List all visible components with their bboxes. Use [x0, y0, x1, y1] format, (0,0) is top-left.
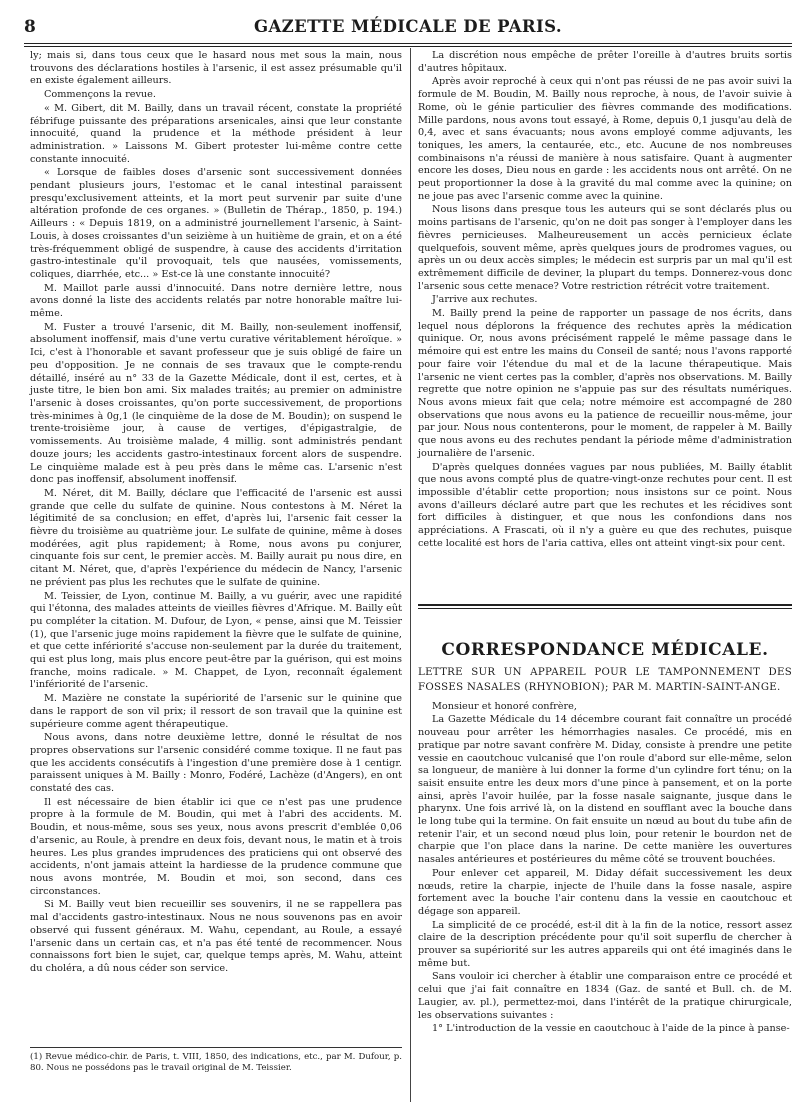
paragraph: Après avoir reproché à ceux qui n'ont pas réussi de ne pas avoir suivi la formule de M. Boudin, M. Bailly nous reproche, à nous, de l'avoir suivie à Rome, où le génie particulier des fièvres commande des modifications. Mille pardons, nous avons tout essayé, à Rome, depuis 0,1 jusqu'au delà de 0,4, avec et sans évacuants; nous avons employé comme adjuvants, les toniques, les amers, la centaurée, etc., etc. Aucune de nos nombreuses combinaisons n'a réussi de manière à nous satisfaire. Quant à augmenter encore les doses, Dieu nous en garde : les accidents nous ont arrêté. On ne peut proportionner la dose à la gravité du mal comme avec la quinine; on ne joue pas avec l'arsenic comme avec la quinine. — [418, 76, 792, 202]
footnote: (1) Revue médico-chir. de Paris, t. VIII, 1850, des indications, etc., par M. Dufour, p. 80. Nous ne possédons pas le travail original de M. Teissier. — [30, 1052, 402, 1073]
paragraph: M. Fuster a trouvé l'arsenic, dit M. Bailly, non-seulement inoffensif, absolument inoffensif, mais d'une vertu curative véritablement héroïque. » Ici, c'est à l'honorable et savant professeur que je suis obligé de faire un peu d'opposition. Je ne connais de ses travaux que le compte-rendu détaillé, inséré au n° 33 de la Gazette Médicale, dont il est, certes, et à juste titre, le bien bon ami. Six malades traités; au premier on administre l'arsenic à doses croissantes, qu'on porte successivement, de proportions très-minimes à 0g,1 (le cinquième de la dose de M. Boudin); on suspend le trente-troisième jour, à cause de vertiges, d'épigastralgie, de vomissements. Au troisième malade, 4 millig. sont administrés pendant douze jours; les accidents gastro-intestinaux forcent alors de suspendre. Le cinquième malade est à peu près dans le même cas. L'arsenic n'est donc pas inoffensif, absolument inoffensif. — [30, 321, 402, 486]
paragraph: ly; mais si, dans tous ceux que le hasard nous met sous la main, nous trouvons des déclarations hostiles à l'arsenic, il est assez présumable qu'il en existe également ailleurs. — [30, 50, 402, 87]
paragraph: La Gazette Médicale du 14 décembre courant fait connaître un procédé nouveau pour arrêter les hémorrhagies nasales. Ce procédé, mis en pratique par notre savant confrère M. Diday, consiste à prendre une petite vessie en caoutchouc vulcanisé que l'on roule d'abord sur elle-même, selon sa longueur, de manière à lui donner la forme d'un cylindre fort ténu; on la saisit ensuite entre les deux mors d'une pince à pansement, et on la porte ainsi, après l'avoir huilée, par la fosse nasale saignante, jusque dans le pharynx. Une fois arrivé là, on la distend en soufflant avec la bouche dans le long tube qui la termine. On fait ensuite un nœud au bout du tube afin de retenir l'air, et un second nœud plus loin, pour retenir le bourdon net de charpie que l'on place dans la narine. De cette manière les ouvertures nasales antérieures et postérieures du même côté se trouvent bouchées. — [418, 714, 792, 866]
paragraph: La discrétion nous empêche de prêter l'oreille à d'autres bruits sortis d'autres hôpitaux. — [418, 50, 792, 74]
section-title: CORRESPONDANCE MÉDICALE. — [441, 640, 769, 660]
header-rule — [24, 43, 792, 44]
page-header — [24, 16, 792, 42]
masthead: GAZETTE MÉDICALE DE PARIS. — [253, 17, 563, 36]
paragraph: M. Mazière ne constate la supériorité de l'arsenic sur le quinine que dans le rapport de son vil prix; il ressort de son travail que la quinine est supérieure comme agent thérapeutique. — [30, 693, 402, 730]
column-divider — [410, 48, 411, 1102]
footnote-rule — [30, 1047, 402, 1048]
paragraph: M. Néret, dit M. Bailly, déclare que l'efficacité de l'arsenic est aussi grande que celle du sulfate de quinine. Nous contestons à M. Néret la légitimité de sa conclusion; en effet, d'après lui, l'arsenic fait cesser la fièvre du troisième au quatrième jour. Le sulfate de quinine, même à doses modérées, agit plus rapidement; à Rome, nous avons pu conjurer, cinquante fois sur cent, le premier accès. M. Bailly aurait pu nous dire, en citant M. Néret, que, d'après l'expérience du médecin de Nancy, l'arsenic ne prévient pas plus les rechutes que le sulfate de quinine. — [30, 487, 402, 588]
section-rule-thin — [418, 608, 792, 609]
paragraph: 1° L'introduction de la vessie en caoutchouc à l'aide de la pince à panse- — [432, 1023, 790, 1035]
left-column — [30, 50, 402, 977]
paragraph: La simplicité de ce procédé, est-il dit à la fin de la notice, ressort assez claire de la description précédente pour qu'il soit superflu de chercher à prouver sa supériorité sur les autres appareils qui ont été imaginés dans le même but. — [418, 919, 792, 969]
page-number: 8 — [24, 17, 36, 37]
paragraph: Sans vouloir ici chercher à établir une comparaison entre ce procédé et celui que j'ai fait connaître en 1834 (Gaz. de santé et Bull. ch. de M. Laugier, av. pl.), permettez-moi, dans l'intérêt de la pratique chirurgicale, les observations suivantes : — [418, 971, 792, 1021]
paragraph: « Lorsque de faibles doses d'arsenic sont successivement données pendant plusieurs jours, l'estomac et le canal intestinal paraissent presqu'exclusivement atteints, et la mort peut survenir par suite d'une altération profonde de ces organes. » (Bulletin de Thérap., 1850, p. 194.) Ailleurs : « Depuis 1819, on a administré journellement l'arsenic, à Saint-Louis, à doses croissantes d'un seizième à un huitième de grain, et on a été très-fréquemment obligé de suspendre, à cause des accidents d'irritation gastro-intestinale qu'il provoquait, tels que nausées, vomissements, coliques, diarrhée, etc... » Est-ce là une constante innocuité? — [30, 167, 402, 280]
paragraph: Nous avons, dans notre deuxième lettre, donné le résultat de nos propres observations sur l'arsenic considéré comme toxique. Il ne faut pas que les accidents consécutifs à l'ingestion d'une première dose à 1 centigr. paraissent uniques à M. Bailly : Monro, Fodéré, Lachèze (d'Angers), en ont constaté des cas. — [30, 732, 402, 795]
paragraph: Pour enlever cet appareil, M. Diday défait successivement les deux nœuds, retire la charpie, injecte de l'huile dans la fosse nasale, aspire fortement avec la bouche l'air contenu dans la vessie en caoutchouc et dégage son appareil. — [418, 867, 792, 917]
paragraph: « M. Gibert, dit M. Bailly, dans un travail récent, constate la propriété fébrifuge puissante des préparations arsenicales, ainsi que leur constante innocuité, quand la prudence et la méthode président à leur administration. » Laissons M. Gibert protester lui-même contre cette constante innocuité. — [30, 102, 402, 165]
paragraph: D'après quelques données vagues par nous publiées, M. Bailly établit que nous avons compté plus de quatre-vingt-onze rechutes pour cent. Il est impossible d'établir cette proportion; nous insistons sur ce point. Nous avons d'ailleurs déclaré autre part que les rechutes et les récidives sont fort difficiles à distinguer, et que nous les confondions dans nos appréciations. A Frascati, où il n'y a guère eu que des rechutes, puisque cette localité est hors de l'aria cattiva, elles ont atteint vingt-six pour cent. — [418, 461, 792, 549]
right-column-top — [418, 50, 792, 551]
paragraph: Commençons la revue. — [44, 89, 156, 101]
article-title: LETTRE SUR UN APPAREIL POUR LE TAMPONNEMENT DES FOSSES NASALES (RHYNOBION); PAR M. MARTIN-SAINT-ANGE. — [418, 666, 792, 693]
paragraph: Il est nécessaire de bien établir ici que ce n'est pas une prudence propre à la formule de M. Boudin, qui met à l'abri des accidents. M. Boudin, et nous-même, sous ses yeux, nous avons prescrit d'emblée 0,06 d'arsenic, au Roule, à prendre en deux fois, devant nous, le matin et à trois heures. Les plus grandes imprudences des praticiens qui ont observé des accidents, n'ont jamais atteint la hardiesse de la prudence commune que nous avons montrée, M. Boudin et moi, son second, dans ces circonstances. — [30, 796, 402, 897]
section-rule — [418, 604, 792, 606]
paragraph: Nous lisons dans presque tous les auteurs qui se sont déclarés plus ou moins partisans de l'arsenic, qu'on ne doit pas songer à l'employer dans les fièvres pernicieuses. Malheureusement un accès pernicieux éclate quelquefois, souvent même, après quelques jours de prodromes vagues, ou après un ou deux accès simples; le médecin est surpris par un mal qu'il est extrêmement difficile de deviner, la plupart du temps. Donnerez-vous donc l'arsenic sous cette menace? Votre restriction rétrécit votre traitement. — [418, 204, 792, 292]
correspondance-section — [418, 634, 792, 1037]
paragraph: M. Teissier, de Lyon, continue M. Bailly, a vu guérir, avec une rapidité qui l'étonna, des malades atteints de vieilles fièvres d'Afrique. M. Bailly eût pu compléter la citation. M. Dufour, de Lyon, « pense, ainsi que M. Teissier (1), que l'arsenic juge moins rapidement la fièvre que le sulfate de quinine, et que cette infériorité s'accuse non-seulement par la durée du traitement, qui est plus long, mais plus encore peut-être par la guérison, qui est moins franche, moins radicale. » M. Chappet, de Lyon, reconnaît également l'infériorité de l'arsenic. — [30, 590, 402, 691]
paragraph: M. Maillot parle aussi d'innocuité. Dans notre dernière lettre, nous avons donné la liste des accidents relatés par notre honorable maître lui-même. — [30, 282, 402, 320]
paragraph: J'arrive aux rechutes. — [432, 294, 538, 306]
paragraph: M. Bailly prend la peine de rapporter un passage de nos écrits, dans lequel nous déplorons la fréquence des rechutes après la médication quinique. Or, nous avons précisément rappelé le même passage dans le mémoire qui est entre les mains du Conseil de santé; nous l'avons rapporté pour faire voir l'étendue du mal et de la lacune thérapeutique. Mais l'arsenic ne vient certes pas la combler, d'après nos observations. M. Bailly regrette que notre opinion ne s'appuie pas sur des résultats numériques. Nous avons mieux fait que cela; notre mémoire est accompagné de 280 observations que nous avons eu la patience de recueillir nous-même, jour par jour. Nous nous contenterons, pour le moment, de rappeler à M. Bailly que nous avons eu des rechutes pendant la période même d'administration journalière de l'arsenic. — [418, 308, 792, 459]
paragraph: Si M. Bailly veut bien recueillir ses souvenirs, il ne se rappellera pas mal d'accidents gastro-intestinaux. Nous ne nous souvenons pas en avoir observé qui fussent généraux. M. Wahu, cependant, au Roule, a essayé l'arsenic dans un certain cas, et n'a pas été tenté de recommencer. Nous connaissons fort bien le sujet, car, quelque temps après, M. Wahu, atteint du choléra, a dû nous céder son service. — [30, 899, 402, 974]
header-rule-2 — [24, 46, 792, 47]
salutation: Monsieur et honoré confrère, — [432, 700, 577, 712]
